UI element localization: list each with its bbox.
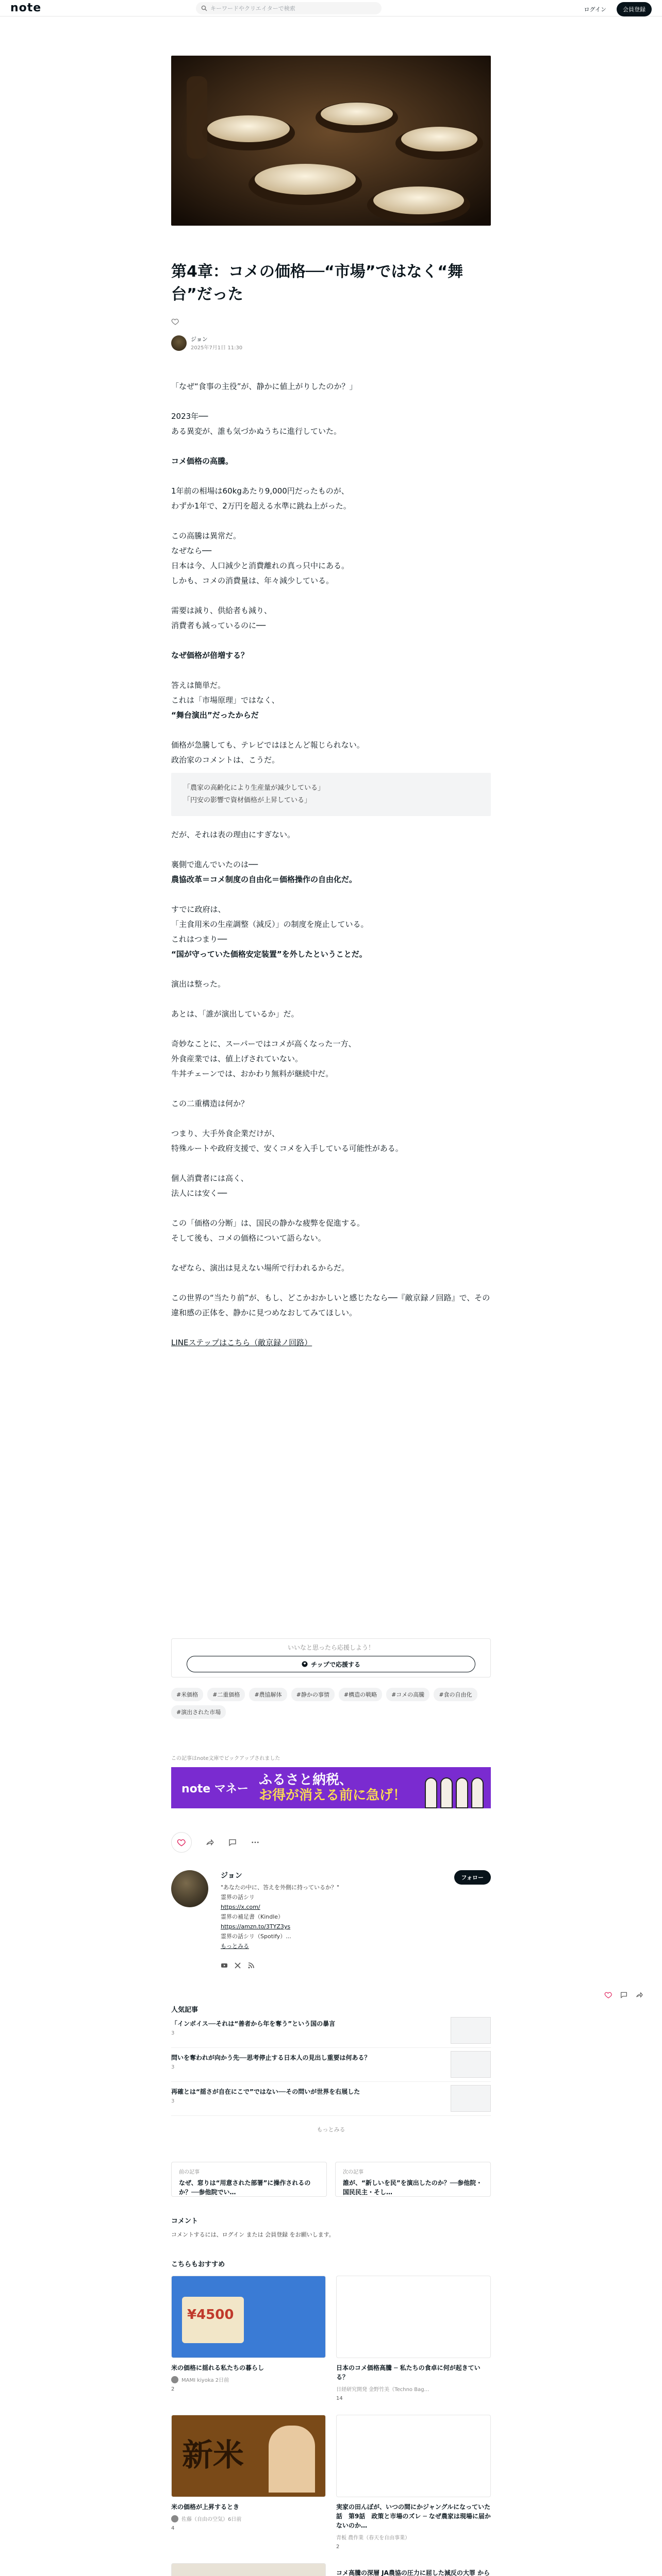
banner-brand: note マネー: [181, 1782, 249, 1795]
pickup-note: この記事はnote文庫でピックアップされました: [171, 1756, 280, 1761]
para: 法人には安く──: [171, 1189, 227, 1198]
next-label: 次の記事: [343, 2170, 363, 2175]
rec-thumb[interactable]: [171, 2415, 326, 2497]
share-icon[interactable]: [205, 1838, 214, 1847]
rec-likes: 14: [336, 2396, 343, 2401]
bio-link[interactable]: https://amzn.to/3TYZ3ys: [221, 1923, 291, 1930]
para: この二重構造は何か？: [171, 1099, 249, 1108]
article-actions: [171, 1832, 260, 1853]
para: [171, 887, 491, 902]
rec-card[interactable]: [171, 2563, 326, 2576]
line-step-link[interactable]: LINEステップはこちら（敵京録ノ回路）: [171, 1338, 312, 1347]
more-icon[interactable]: [251, 1838, 260, 1847]
popular-heading: 人気記事: [171, 2006, 198, 2014]
rec-title[interactable]: 米の価格に揺れる私たちの暮らし: [171, 2364, 264, 2371]
rec-card[interactable]: [336, 2563, 491, 2576]
para: この高騰は異常だ。: [171, 531, 241, 540]
login-link[interactable]: ログイン: [584, 6, 606, 13]
comment-section: [171, 2215, 491, 2239]
para: しかも、コメの消費量は、年々減少している。: [171, 576, 334, 585]
quote-line: 「円安の影響で資材価格が上昇している」: [184, 796, 311, 804]
rec-title[interactable]: コメ高騰の深層 JA農協の圧力に屈した減反の大罪 から: [336, 2569, 490, 2576]
para: [171, 1201, 491, 1216]
tag-list: [171, 1688, 491, 1719]
para-bold: 農協改革＝コメ制度の自由化＝価格操作の自由化だ。: [171, 875, 357, 884]
para: [171, 663, 491, 678]
quote-line: 「農家の高齢化により生産量が減少している」: [184, 784, 325, 792]
search-box[interactable]: [196, 2, 382, 14]
para: 答えは簡単だ。: [171, 681, 226, 690]
para: [171, 962, 491, 977]
para: 奇妙なことに、スーパーではコメが高くなった一方、: [171, 1039, 356, 1048]
para: これはつまり──: [171, 935, 227, 944]
next-title[interactable]: 誰が、“新しいを民”を演出したのか？──参他院・国民民主・そし…: [343, 2179, 483, 2196]
para: 個人消費者には高く、: [171, 1174, 249, 1183]
prev-label: 前の記事: [179, 2170, 200, 2175]
para: なぜなら、演出は見えない場所で行われるからだ。: [171, 1263, 350, 1273]
para: この「価格の分断」は、国民の静かな疲弊を促進する。: [171, 1218, 365, 1228]
prev-next-nav: [171, 2162, 491, 2197]
para-bold: [171, 1156, 491, 1171]
tag[interactable]: #米価格: [171, 1688, 203, 1701]
tag[interactable]: #静かの事情: [291, 1688, 335, 1701]
rec-card[interactable]: [171, 2415, 326, 2550]
para: なぜなら──: [171, 546, 212, 555]
popular-likes: 3: [171, 2098, 175, 2104]
para: わずか1年で、2万円を超える水準に跳ね上がった。: [171, 501, 351, 511]
popular-item[interactable]: [171, 2048, 491, 2082]
rec-likes: 2: [336, 2544, 340, 2550]
rec-card[interactable]: [171, 2276, 326, 2401]
like-button-top[interactable]: [171, 317, 179, 328]
note-logo[interactable]: note: [10, 2, 42, 14]
rec-title[interactable]: 実家の田んぼが、いつの間にかジャングルになっていた話 第9話 政策と市場のズレ ─ なぜ農家は現場に届かないのか…: [336, 2503, 491, 2529]
comment-heading: コメント: [171, 2217, 198, 2225]
para: この世界の“当たり前”が、もし、どこかおかしいと感じたなら──『敵京録ノ回路』で、その違和感の正体を、静かに見つめなおしてみてほしい。: [171, 1293, 490, 1317]
price-badge: ¥4500: [187, 2307, 234, 2323]
article-title: 第4章：コメの価格──“市場”ではなく“舞台”だった: [171, 263, 464, 303]
rec-likes: 2: [171, 2386, 175, 2392]
para: 「なぜ“食事の主役”が、静かに値上がりしたのか？」: [171, 382, 357, 391]
tag[interactable]: #コメの高騰: [386, 1688, 429, 1701]
popular-thumb[interactable]: [451, 2017, 491, 2044]
recs-grid: [171, 2276, 491, 2576]
promo-banner[interactable]: [171, 1767, 491, 1808]
comment-icon[interactable]: [228, 1838, 237, 1847]
rec-card[interactable]: [336, 2276, 491, 2401]
popular-title[interactable]: 問いを奪われが向かう先──思考停止する日本人の見出し重要は何ある？: [171, 2054, 371, 2061]
search-placeholder: キーワードやクリエイターで検索: [210, 5, 295, 12]
heart-icon[interactable]: [604, 1991, 613, 1999]
rss-icon[interactable]: [247, 1962, 255, 1969]
share-icon[interactable]: [635, 1991, 643, 1999]
banner-copy: [259, 1772, 406, 1803]
quote-block: [171, 773, 491, 816]
para: [171, 1276, 491, 1291]
rec-likes: 4: [171, 2526, 175, 2531]
profile-avatar[interactable]: [171, 1870, 208, 1907]
para: そして後も、コメの価格について語らない。: [171, 1233, 326, 1243]
bio-line: "あなたの中に、答えを外側に持っているか？": [221, 1884, 340, 1891]
popular-likes: 3: [171, 2030, 175, 2036]
para-bold: “舞台演出”だったからだ: [171, 710, 259, 720]
rec-thumb[interactable]: [336, 2415, 491, 2497]
para: [171, 514, 491, 529]
para: 消費者も減っているのに──: [171, 621, 266, 630]
tip-icon: [302, 1661, 308, 1667]
tip-button[interactable]: [187, 1656, 475, 1672]
like-button[interactable]: [171, 1832, 192, 1853]
rec-author[interactable]: 日経研究開発 金野竹美（Techno Bag…: [336, 2387, 429, 2393]
bio-line: 霊界の話シリ（Spotify）...: [221, 1933, 291, 1940]
popular-item[interactable]: [171, 2014, 491, 2048]
next-article[interactable]: [335, 2162, 491, 2197]
para: 1年前の相場は60kgあたり9,000円だったものが、: [171, 486, 349, 496]
prev-article[interactable]: [171, 2162, 327, 2197]
para: 需要は減り、供給者も減り、: [171, 606, 272, 615]
para: ある異変が、誰も気づかぬうちに進行していた。: [171, 427, 342, 436]
popular-thumb[interactable]: [451, 2051, 491, 2078]
para: 外食産業では、値上げされていない。: [171, 1054, 303, 1063]
popular-likes: 3: [171, 2064, 175, 2070]
para: すでに政府は、: [171, 905, 226, 914]
article-body: [171, 379, 491, 1350]
tag[interactable]: #二重価格: [207, 1688, 245, 1701]
bio-link[interactable]: https://x.com/: [221, 1904, 260, 1910]
rec-card[interactable]: [336, 2415, 491, 2550]
para: あとは、「誰が演出しているか」だ。: [171, 1009, 299, 1019]
popular-thumb[interactable]: [451, 2085, 491, 2112]
recs-heading: こちらもおすすめ: [171, 2261, 225, 2268]
para: [171, 1246, 491, 1261]
para: 演出は整った。: [171, 979, 226, 989]
para: 2023年──: [171, 412, 208, 421]
banner-line2: お得が消える前に急げ！: [259, 1788, 407, 1803]
para: [171, 842, 491, 857]
para: これは「市場原理」ではなく、: [171, 696, 279, 705]
author-avatar[interactable]: [171, 335, 187, 351]
popular-title[interactable]: 「インボイス──それは“善者から年を奪う”という国の暴言: [171, 2020, 336, 2027]
comment-login-prompt[interactable]: コメントするには、ログイン または 会員登録 をお願いします。: [171, 2231, 335, 2238]
para: だが、それは表の理由にすぎない。: [171, 830, 295, 839]
tag[interactable]: #食の自由化: [434, 1688, 477, 1701]
publish-date: 2025年7月1日 11:30: [191, 345, 243, 351]
follow-button[interactable]: フォロー: [454, 1870, 491, 1885]
recommended-section: [171, 2259, 491, 2576]
para-bold: なぜ価格が倍増する？: [171, 651, 249, 660]
para: 特殊ルートや政府支援で、安くコメを入手している可能性がある。: [171, 1144, 403, 1153]
para: つまり、大手外食企業だけが、: [171, 1129, 280, 1138]
banner-illustration: [425, 1777, 484, 1808]
bio-line: 霊界の補足書（Kindle）: [221, 1913, 284, 1920]
tip-button-label: チップで応援する: [310, 1660, 360, 1668]
para: [171, 469, 491, 484]
hero-image: [171, 56, 491, 226]
para: 政治家のコメントは、こうだ。: [171, 755, 280, 765]
floating-actions: [604, 1991, 643, 1999]
shinmai-text: 新米: [182, 2437, 244, 2473]
prev-title[interactable]: なぜ、窓りは“用意された部署”に操作されるのか？──参他院でい…: [179, 2179, 311, 2196]
author-info[interactable]: [171, 335, 242, 351]
rec-title[interactable]: 日本のコメ価格高騰 ─ 私たちの食卓に何が起きている？: [336, 2364, 481, 2381]
rec-thumb[interactable]: [171, 2563, 326, 2576]
author-name[interactable]: ジョン: [191, 336, 208, 343]
x-icon[interactable]: [234, 1962, 241, 1969]
para: 価格が急騰しても、テレビではほとんど報じられない。: [171, 740, 365, 750]
para: 牛丼チェーンでは、おかわり無料が継続中だ。: [171, 1069, 334, 1078]
para: [171, 1081, 491, 1096]
rec-title[interactable]: 米の価格が上昇するとき: [171, 2503, 240, 2511]
profile-sns: [221, 1962, 255, 1969]
para: [171, 723, 491, 738]
para: [171, 1022, 491, 1037]
para: [171, 1320, 491, 1335]
tip-label: いいなと思ったら応援しよう！: [287, 1644, 374, 1651]
tag[interactable]: #農協解体: [249, 1688, 287, 1701]
rec-author-avatar: [171, 2376, 178, 2383]
tip-box: [171, 1638, 491, 1677]
rec-thumb[interactable]: [336, 2276, 491, 2358]
top-header: [0, 0, 662, 16]
popular-title[interactable]: 再確とは“揺さが自在にこで”ではない──その問いが世界を右展した: [171, 2088, 360, 2095]
para: 「主食用米の生産調整（減反）」の制度を廃止している。: [171, 920, 369, 929]
para: [171, 439, 491, 454]
comment-icon[interactable]: [620, 1991, 628, 1999]
para: 日本は今、人口減少と消費離れの真っ只中にある。: [171, 561, 350, 570]
heart-icon: [177, 1838, 186, 1847]
para: [171, 633, 491, 648]
para-bold: コメ価格の高騰。: [171, 456, 234, 466]
para: 裏側で進んでいたのは──: [171, 860, 258, 869]
bio-line: 霊界の話シリ: [221, 1894, 255, 1901]
heart-icon: [171, 317, 179, 326]
profile-name[interactable]: ジョン: [221, 1872, 242, 1880]
popular-item[interactable]: [171, 2082, 491, 2116]
para-bold: “国が守っていた価格安定装置”を外したということだ。: [171, 950, 367, 959]
rec-thumb[interactable]: [171, 2276, 326, 2358]
para: [171, 992, 491, 1007]
signup-button[interactable]: 会員登録: [617, 2, 652, 16]
popular-more-link[interactable]: もっとみる: [317, 2126, 345, 2133]
tag[interactable]: #演出された市場: [171, 1705, 226, 1719]
header-actions: [579, 2, 652, 16]
para: [171, 588, 491, 603]
rec-author[interactable]: 青板 農作業（春天を自由事業）: [336, 2535, 410, 2541]
bio-more-link[interactable]: もっとみる: [221, 1943, 249, 1950]
banner-line1: ふるさと納税、: [259, 1772, 353, 1788]
rec-author[interactable]: 佐藤（自由の空気）6日前: [181, 2517, 242, 2522]
popular-articles: [171, 2004, 491, 2133]
profile-bio: [221, 1883, 437, 1951]
para: [171, 394, 491, 409]
rec-author[interactable]: MAMI kiyoka 2日前: [181, 2378, 229, 2383]
youtube-icon[interactable]: [221, 1962, 228, 1969]
rec-author-avatar: [171, 2515, 178, 2522]
search-icon: [201, 5, 207, 11]
tag[interactable]: #構造の戦略: [339, 1688, 382, 1701]
para: [171, 1111, 491, 1126]
